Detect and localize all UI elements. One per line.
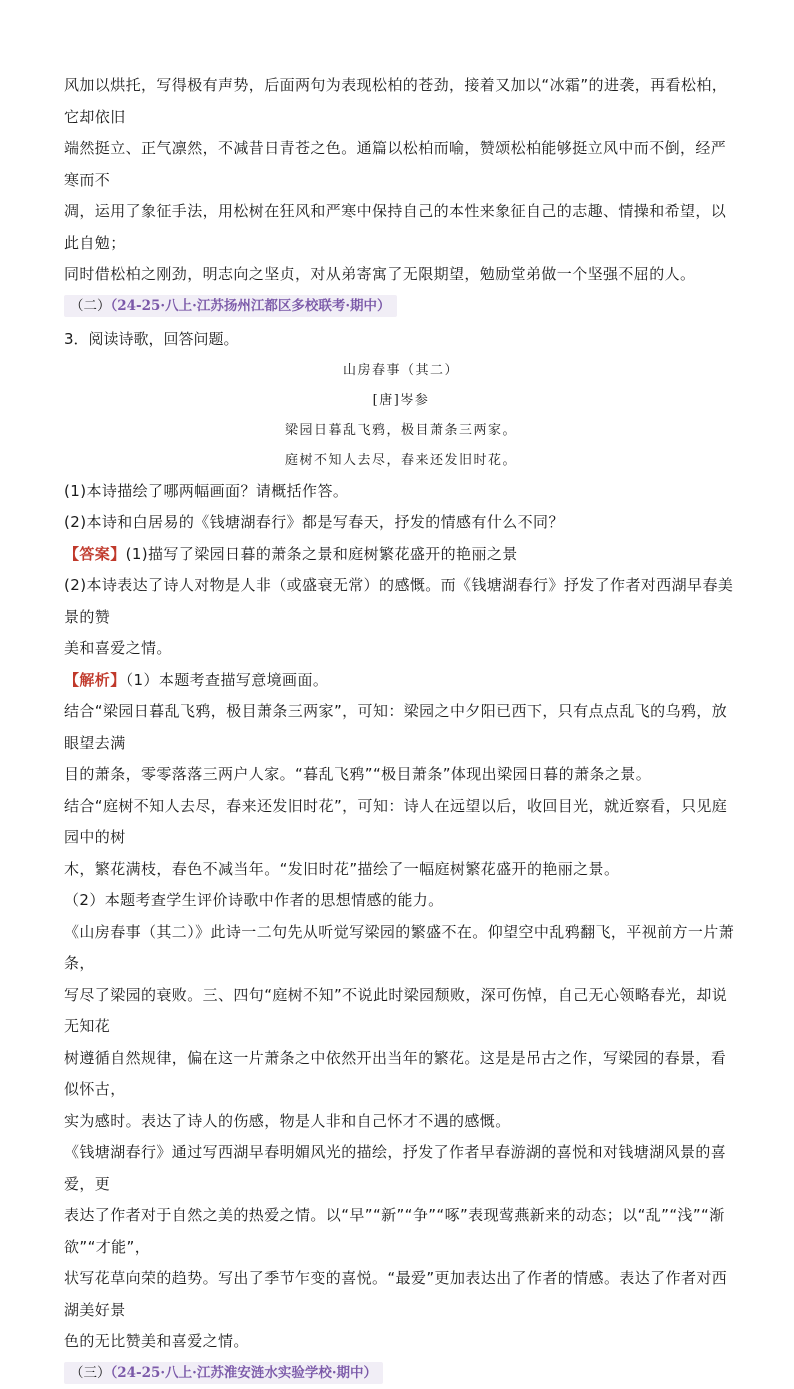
answer-2-line: 美和喜爱之情。 <box>64 639 172 657</box>
poem-line: 梁园日暮乱飞鸦，极目萧条三两家。 <box>284 422 517 438</box>
poem-line: 庭树不知人去尽，春来还发旧时花。 <box>284 452 517 468</box>
section-heading-2 <box>64 295 397 317</box>
analysis-line: 目的萧条，零零落落三两户人家。“暮乱飞鸦”“极目萧条”体现出梁园日暮的萧条之景。 <box>64 765 652 783</box>
answer-1: (1)描写了梁园日暮的萧条之景和庭树繁花盛开的艳丽之景 <box>125 544 518 563</box>
answer-block <box>64 539 738 665</box>
analysis-line: 写尽了梁园的衰败。三、四句“庭树不知”不说此时梁园颓败，深可伤悼，自己无心领略春光，却说无知花 <box>64 985 728 1035</box>
answer-2-line: (2)本诗表达了诗人对物是人非（或盛衰无常）的感慨。而《钱塘湖春行》抒发了作者对西湖早春美景的赞 <box>64 576 734 626</box>
analysis-label: 【解析】 <box>64 670 126 689</box>
analysis-line: 实为感时。表达了诗人的伤感，物是人非和自己怀才不遇的感慨。 <box>64 1111 511 1130</box>
analysis-line: 状写花草向荣的趋势。写出了季节乍变的喜悦。“最爱”更加表达出了作者的情感。表达了作者对西湖美好景 <box>64 1269 728 1319</box>
analysis-line: 树遵循自然规律，偏在这一片萧条之中依然开出当年的繁花。这是是吊古之作，写梁园的春景，看似怀古， <box>64 1048 727 1098</box>
text-line: 凋，运用了象征手法，用松树在狂风和严寒中保持自己的本性来象征自己的志趣、情操和希望，以此自勉； <box>64 202 727 252</box>
analysis-line: 木，繁花满枝，春色不减当年。“发旧时花”描绘了一幅庭树繁花盛开的艳丽之景。 <box>64 859 620 878</box>
analysis-block <box>64 665 738 1358</box>
analysis-line: 表达了作者对于自然之美的热爱之情。以“早”“新”“争”“啄”表现莺燕新来的动态；以“乱”“浅”“渐欲”“才能”， <box>64 1206 725 1256</box>
analysis-part2-head: （2）本题考查学生评价诗歌中作者的思想情感的能力。 <box>64 891 444 909</box>
analysis-line: 结合“梁园日暮乱飞鸦，极目萧条三两家”，可知：梁园之中夕阳已西下，只有点点乱飞的乌鸦，放眼望去满 <box>64 702 728 752</box>
analysis-line: 《山房春事（其二）》此诗一二句先从听觉写梁园的繁盛不在。仰望空中乱鸦翻飞，平视前方一片萧条， <box>64 922 735 972</box>
analysis-line: 《钱塘湖春行》通过写西湖早春明媚风光的描绘，抒发了作者早春游湖的喜悦和对钱塘湖风景的喜爱，更 <box>64 1143 727 1193</box>
section-heading-3 <box>64 1362 383 1384</box>
analysis-part1-head: （1）本题考查描写意境画面。 <box>125 670 329 689</box>
text-line: 风加以烘托，写得极有声势，后面两句为表现松柏的苍劲，接着又加以“冰霜”的进袭，再看松柏，它却依旧 <box>64 76 728 126</box>
intro-paragraph <box>64 70 738 291</box>
text-line: 同时借松柏之刚劲，明志向之坚贞，对从弟寄寓了无限期望，勉励堂弟做一个坚强不屈的人。 <box>64 265 696 283</box>
analysis-line: 色的无比赞美和喜爱之情。 <box>64 1332 249 1350</box>
poem-block <box>64 356 738 476</box>
answer-label: 【答案】 <box>64 544 126 563</box>
section-source: （24-25·八上·江苏淮安涟水实验学校·期中） <box>110 1364 378 1381</box>
text-line: 端然挺立、正气凛然，不减昔日青苍之色。通篇以松柏而喻，赞颂松柏能够挺立风中而不倒，经严寒而不 <box>64 139 727 189</box>
section-number: （二） <box>70 297 111 314</box>
question-stem: 3．阅读诗歌，回答问题。 <box>64 329 239 348</box>
sub-question-2: (2)本诗和白居易的《钱塘湖春行》都是写春天，抒发的情感有什么不同？ <box>64 513 564 531</box>
poem-author: [唐]岑参 <box>372 392 430 408</box>
section-number: （三） <box>70 1364 111 1381</box>
section-source: （24-25·八上·江苏扬州江都区多校联考·期中） <box>110 297 391 314</box>
sub-question-1: (1)本诗描绘了哪两幅画面？请概括作答。 <box>64 481 349 500</box>
poem-title: 山房春事（其二） <box>342 362 459 378</box>
analysis-line: 结合“庭树不知人去尽，春来还发旧时花”，可知：诗人在远望以后，收回目光，就近察看，只见庭园中的树 <box>64 796 728 846</box>
